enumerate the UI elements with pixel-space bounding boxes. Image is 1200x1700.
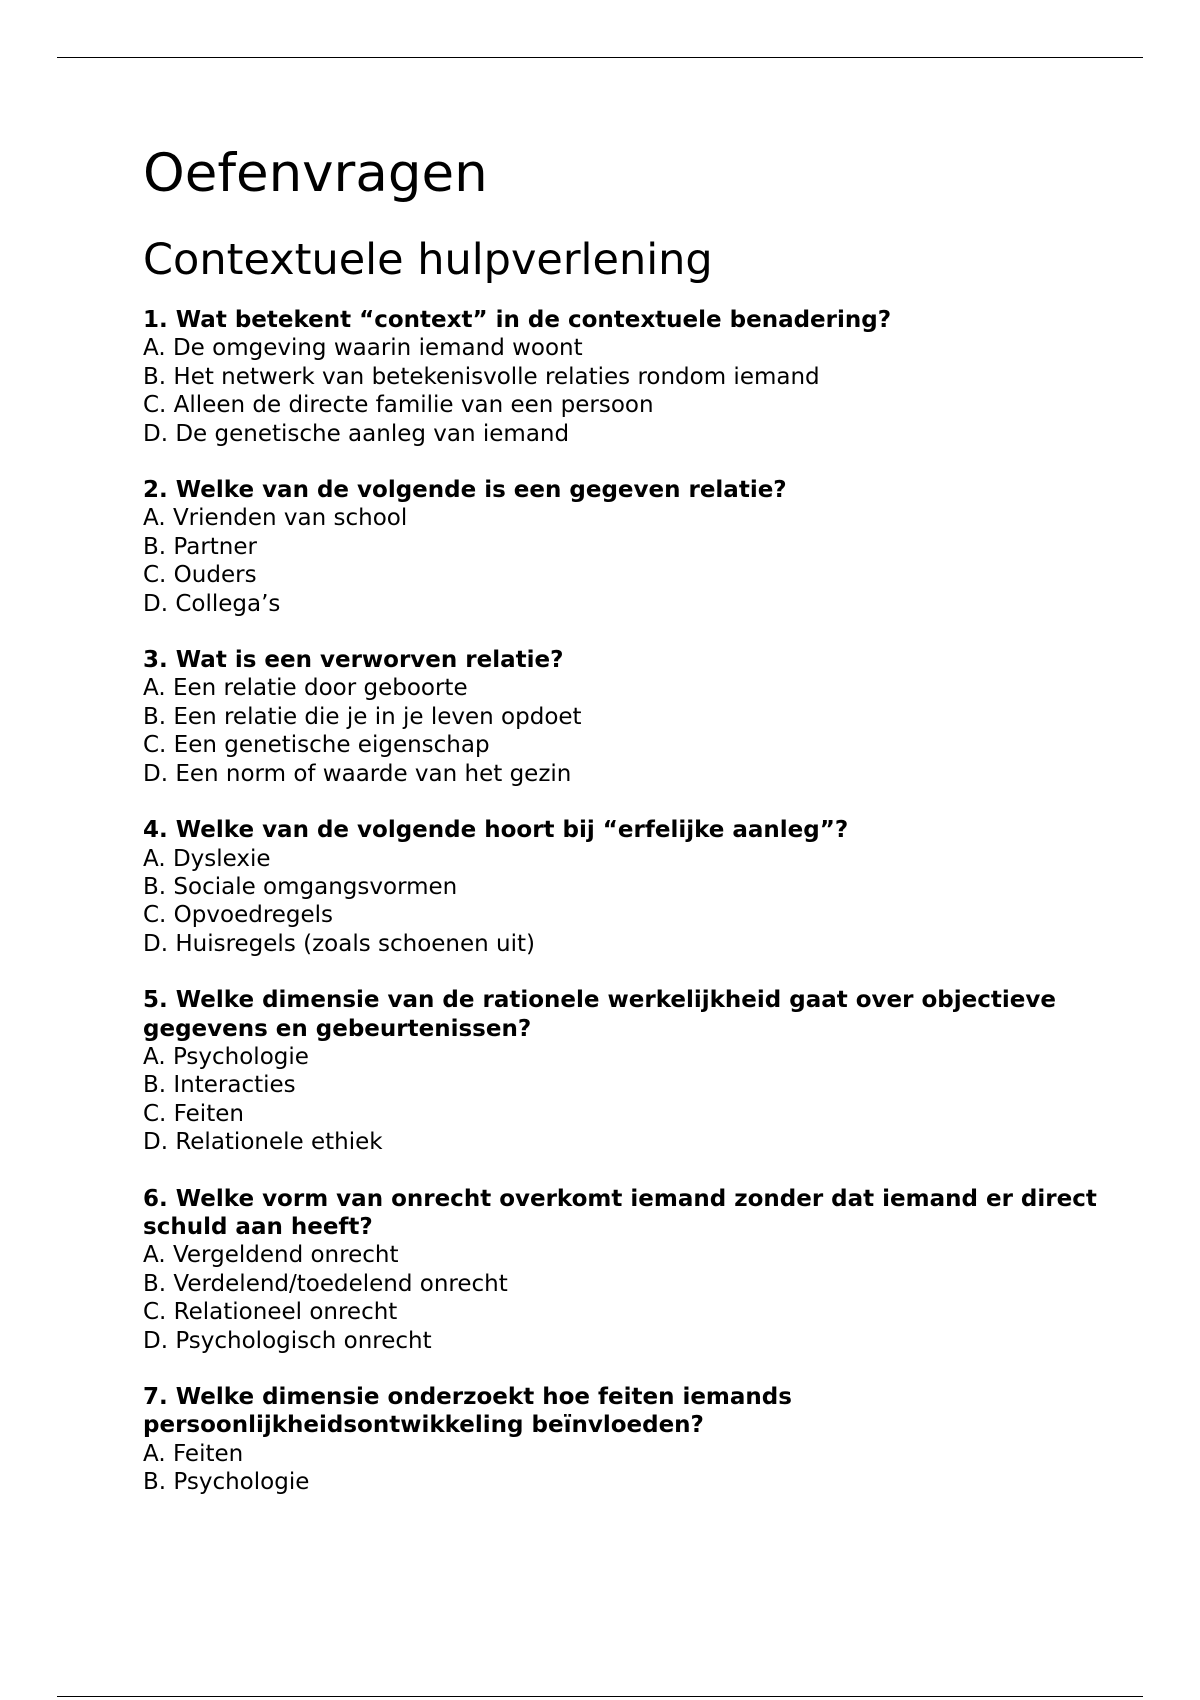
answer-option-b: B. Partner xyxy=(143,533,257,560)
answer-option-b: B. Het netwerk van betekenisvolle relaties rondom iemand xyxy=(143,363,820,390)
answer-option-b: B. Verdelend/toedelend onrecht xyxy=(143,1270,508,1297)
answer-option-a: A. Vergeldend onrecht xyxy=(143,1242,399,1269)
answer-options xyxy=(143,674,1103,788)
answer-option-c: C. Ouders xyxy=(143,562,257,589)
answer-option-a: A. Psychologie xyxy=(143,1043,309,1070)
answer-option-c: C. Een genetische eigenschap xyxy=(143,732,490,759)
question-text: 1. Wat betekent “context” in de contextuele benadering? xyxy=(143,307,892,333)
question-4 xyxy=(143,816,1103,958)
question-text: 7. Welke dimensie onderzoekt hoe feiten iemands persoonlijkheidsontwikkeling beïnvloeden? xyxy=(143,1384,792,1439)
answer-option-a: A. Feiten xyxy=(143,1440,244,1467)
answer-options xyxy=(143,1043,1103,1157)
bottom-rule xyxy=(57,1696,1143,1697)
question-text: 5. Welke dimensie van de rationele werkelijkheid gaat over objectieve gegevens en gebeurtenissen? xyxy=(143,987,1056,1042)
question-1 xyxy=(143,306,1103,448)
question-text: 6. Welke vorm van onrecht overkomt iemand zonder dat iemand er direct schuld aan heeft? xyxy=(143,1185,1097,1240)
answer-option-b: B. Een relatie die je in je leven opdoet xyxy=(143,703,582,730)
document-body xyxy=(143,140,1103,1525)
question-2 xyxy=(143,476,1103,618)
answer-option-d: D. Een norm of waarde van het gezin xyxy=(143,760,572,787)
answer-option-b: B. Sociale omgangsvormen xyxy=(143,873,458,900)
answer-option-c: C. Feiten xyxy=(143,1100,244,1127)
answer-option-d: D. Huisregels (zoals schoenen uit) xyxy=(143,930,536,957)
answer-option-b: B. Interacties xyxy=(143,1072,296,1099)
question-6 xyxy=(143,1185,1103,1355)
question-3 xyxy=(143,646,1103,788)
question-5 xyxy=(143,986,1103,1156)
answer-option-c: C. Opvoedregels xyxy=(143,902,334,929)
question-text: 3. Wat is een verworven relatie? xyxy=(143,647,564,674)
page-title: Oefenvragen xyxy=(143,143,488,204)
answer-options xyxy=(143,504,1103,618)
question-7 xyxy=(143,1383,1103,1497)
top-rule xyxy=(57,57,1143,58)
answer-option-a: A. Een relatie door geboorte xyxy=(143,675,468,702)
answer-option-d: D. Relationele ethiek xyxy=(143,1129,383,1156)
answer-options xyxy=(143,1241,1103,1355)
answer-option-d: D. Psychologisch onrecht xyxy=(143,1327,432,1354)
answer-options xyxy=(143,845,1103,959)
answer-option-a: A. De omgeving waarin iemand woont xyxy=(143,335,583,362)
answer-options xyxy=(143,334,1103,448)
answer-option-c: C. Relationeel onrecht xyxy=(143,1299,398,1326)
page-subtitle: Contextuele hulpverlening xyxy=(143,235,713,285)
answer-option-c: C. Alleen de directe familie van een persoon xyxy=(143,392,654,419)
answer-option-a: A. Dyslexie xyxy=(143,845,271,872)
answer-option-b: B. Psychologie xyxy=(143,1469,310,1496)
answer-option-a: A. Vrienden van school xyxy=(143,505,408,532)
question-text: 2. Welke van de volgende is een gegeven relatie? xyxy=(143,477,787,504)
answer-options xyxy=(143,1440,1103,1497)
answer-option-d: D. De genetische aanleg van iemand xyxy=(143,420,570,447)
question-text: 4. Welke van de volgende hoort bij “erfelijke aanleg”? xyxy=(143,817,849,844)
answer-option-d: D. Collega’s xyxy=(143,590,281,617)
